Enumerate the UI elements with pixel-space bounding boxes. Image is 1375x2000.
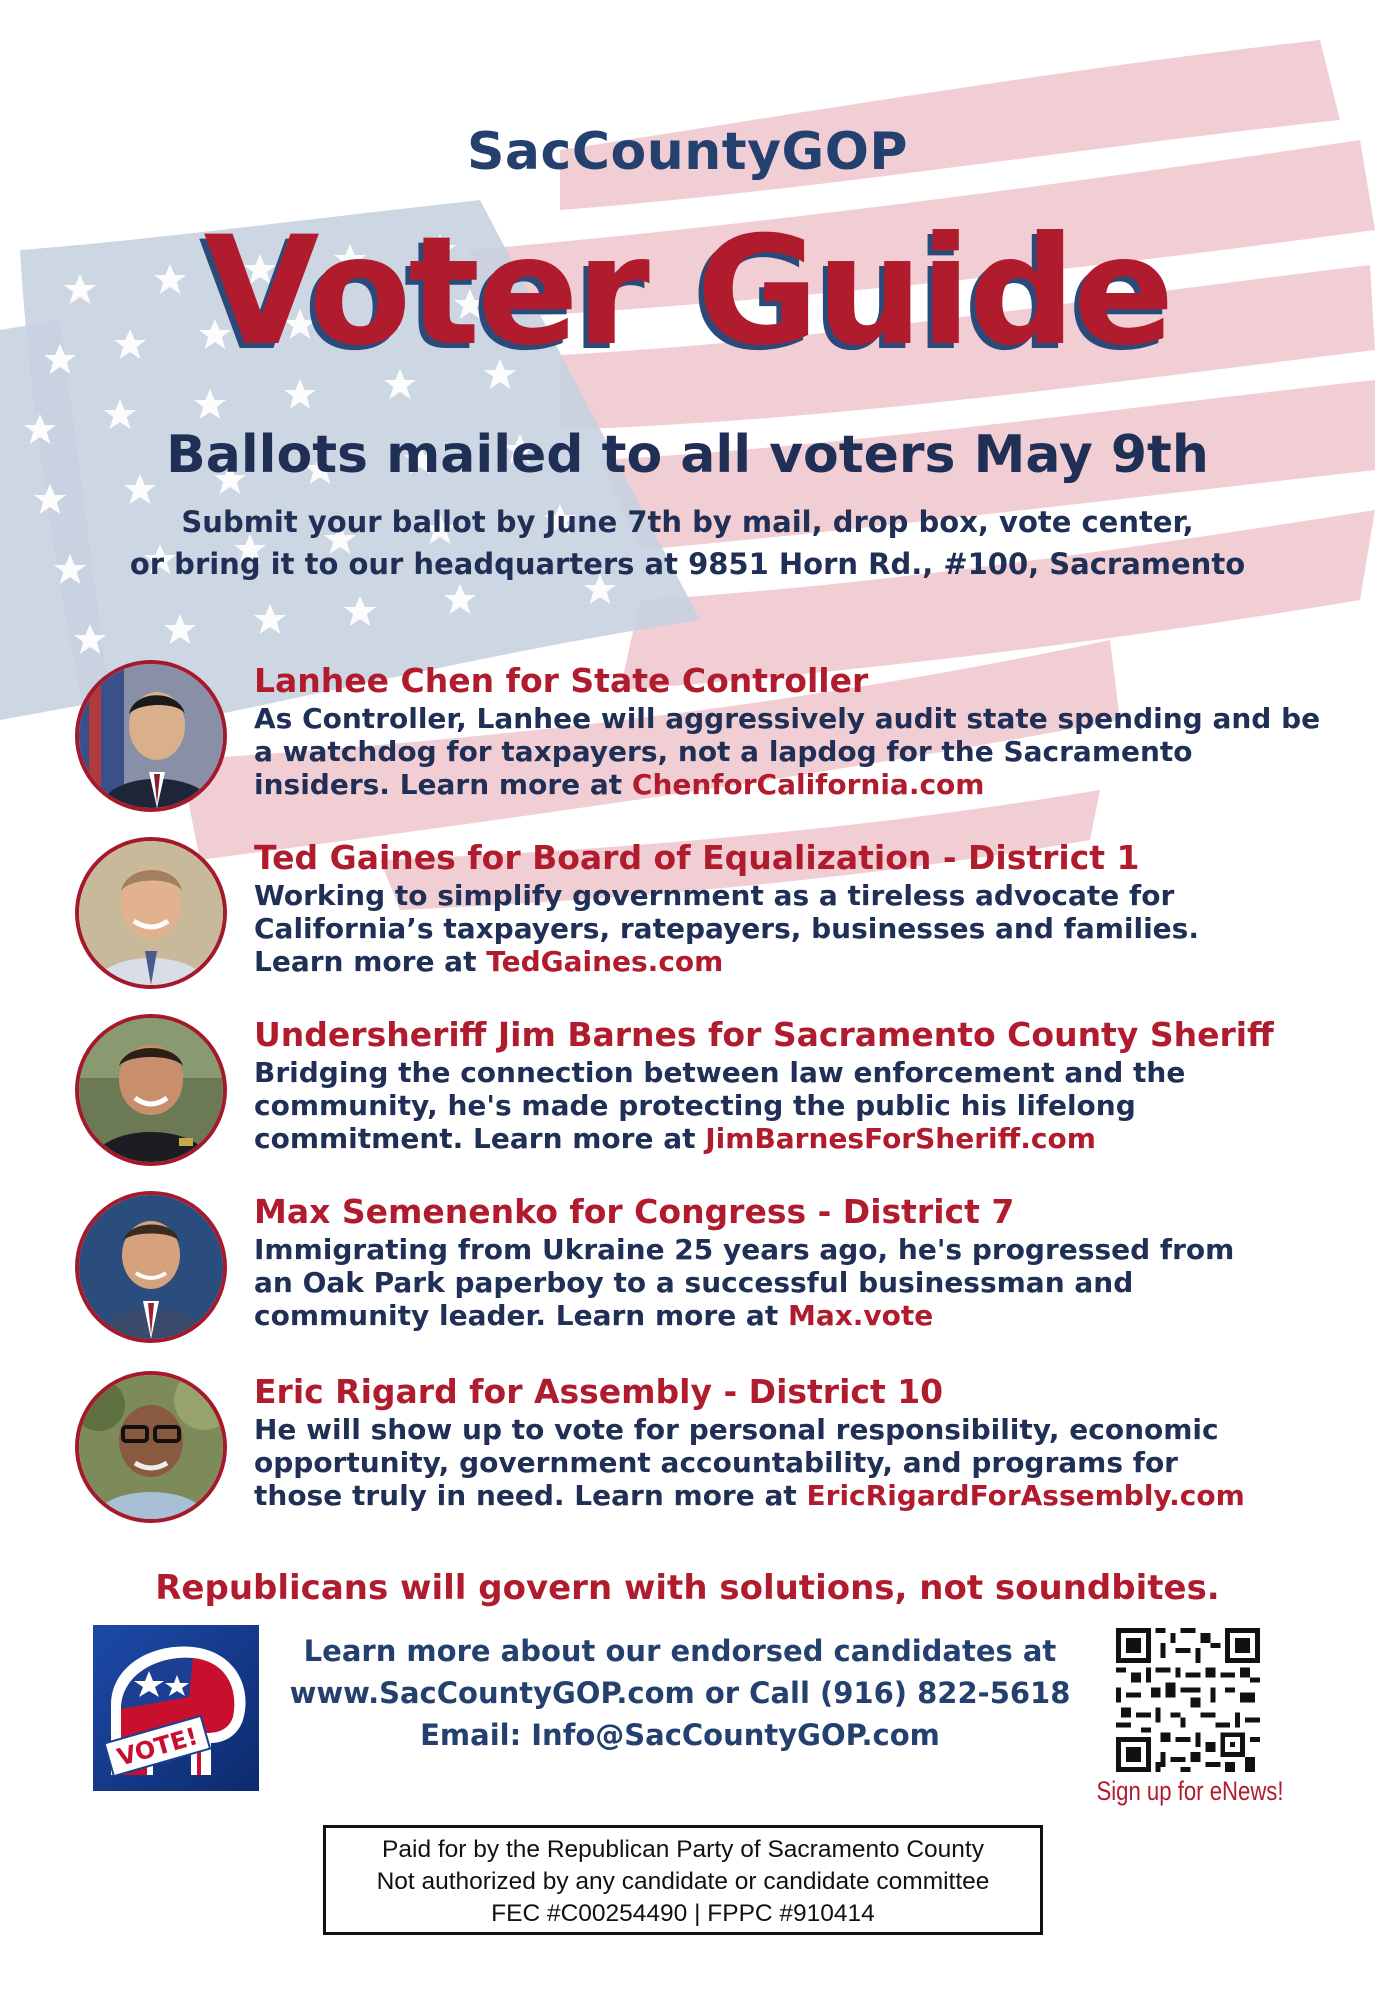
disclaimer-box	[323, 1825, 1043, 1935]
learn-more-text: those truly in need. Learn more at	[254, 1479, 807, 1512]
description-last-line	[254, 1479, 1354, 1512]
description-line: Working to simplify government as a tireless advocate for	[254, 879, 1175, 912]
subtitle: Ballots mailed to all voters May 9th	[166, 425, 1209, 485]
qr-caption: Sign up for eNews!	[1096, 1776, 1284, 1806]
learn-more-text: commitment. Learn more at	[254, 1122, 706, 1155]
portrait-photo	[79, 841, 223, 985]
description-line: He will show up to vote for personal responsibility, economic	[254, 1413, 1219, 1446]
learn-more-text: Learn more at	[254, 945, 487, 978]
candidate-description	[254, 1413, 1354, 1512]
qr-code-icon[interactable]	[1116, 1628, 1260, 1772]
candidate-title: Undersheriff Jim Barnes for Sacramento County Sheriff	[254, 1015, 1274, 1054]
candidate-website-link[interactable]: TedGaines.com	[486, 945, 724, 978]
candidate-portrait	[75, 1371, 227, 1523]
description-line: community, he's made protecting the public his lifelong	[254, 1089, 1136, 1122]
learn-more-text: insiders. Learn more at	[254, 768, 632, 801]
description-line: an Oak Park paperboy to a successful businessman and	[254, 1266, 1134, 1299]
candidate-website-link[interactable]: EricRigardForAssembly.com	[806, 1479, 1245, 1512]
candidate-max-semenenko	[0, 1191, 1375, 1351]
candidate-jim-barnes	[0, 1014, 1375, 1174]
candidate-website-link[interactable]: JimBarnesForSheriff.com	[705, 1122, 1096, 1155]
contact-info	[270, 1630, 1090, 1756]
disclaimer-line-3: FEC #C00254490 | FPPC #910414	[491, 1900, 875, 1927]
candidate-title: Max Semenenko for Congress - District 7	[254, 1192, 1015, 1231]
portrait-photo	[79, 1195, 223, 1339]
tagline: Republicans will govern with solutions, not soundbites.	[155, 1568, 1220, 1608]
portrait-photo	[79, 1375, 223, 1519]
candidate-description	[254, 1056, 1354, 1155]
contact-line-1: Learn more about our endorsed candidates at	[303, 1634, 1057, 1668]
description-line: opportunity, government accountability, and programs for	[254, 1446, 1178, 1479]
submit-instructions-line-1: Submit your ballot by June 7th by mail, drop box, vote center,	[181, 505, 1194, 539]
description-line: California’s taxpayers, ratepayers, businesses and families.	[254, 912, 1199, 945]
learn-more-text: community leader. Learn more at	[254, 1299, 788, 1332]
candidate-lanhee-chen	[0, 660, 1375, 820]
org-name: SacCountyGOP	[466, 122, 909, 182]
disclaimer-line-2: Not authorized by any candidate or candidate committee	[376, 1868, 990, 1895]
candidate-portrait	[75, 837, 227, 989]
description-last-line	[254, 1122, 1354, 1155]
disclaimer-line-1: Paid for by the Republican Party of Sacramento County	[382, 1836, 984, 1863]
candidate-title: Eric Rigard for Assembly - District 10	[254, 1372, 944, 1411]
candidate-description	[254, 1233, 1354, 1332]
description-line: a watchdog for taxpayers, not a lapdog for the Sacramento	[254, 735, 1193, 768]
elephant-vote-logo-icon	[93, 1625, 259, 1791]
candidate-eric-rigard	[0, 1371, 1375, 1531]
description-line: As Controller, Lanhee will aggressively audit state spending and be	[254, 702, 1321, 735]
page-title: Voter Guide	[203, 205, 1172, 379]
candidate-website-link[interactable]: ChenforCalifornia.com	[631, 768, 985, 801]
vote-logo-text: VOTE!	[114, 1722, 201, 1772]
candidate-title: Ted Gaines for Board of Equalization - District 1	[254, 838, 1140, 877]
candidate-portrait	[75, 1191, 227, 1343]
contact-website-phone[interactable]: www.SacCountyGOP.com or Call (916) 822-5618	[289, 1676, 1071, 1710]
contact-email[interactable]: Email: Info@SacCountyGOP.com	[420, 1718, 940, 1752]
submit-instructions-line-2: or bring it to our headquarters at 9851 Horn Rd., #100, Sacramento	[129, 547, 1246, 581]
portrait-photo	[79, 664, 223, 808]
candidate-ted-gaines	[0, 837, 1375, 997]
candidate-description	[254, 702, 1354, 801]
portrait-photo	[79, 1018, 223, 1162]
description-line: Immigrating from Ukraine 25 years ago, he's progressed from	[254, 1233, 1235, 1266]
candidate-portrait	[75, 1014, 227, 1166]
description-line: Bridging the connection between law enforcement and the	[254, 1056, 1186, 1089]
candidate-title: Lanhee Chen for State Controller	[254, 661, 869, 700]
candidate-description	[254, 879, 1354, 978]
description-last-line	[254, 1299, 1354, 1332]
candidate-portrait	[75, 660, 227, 812]
description-last-line	[254, 945, 1354, 978]
description-last-line	[254, 768, 1354, 801]
candidate-website-link[interactable]: Max.vote	[787, 1299, 934, 1332]
